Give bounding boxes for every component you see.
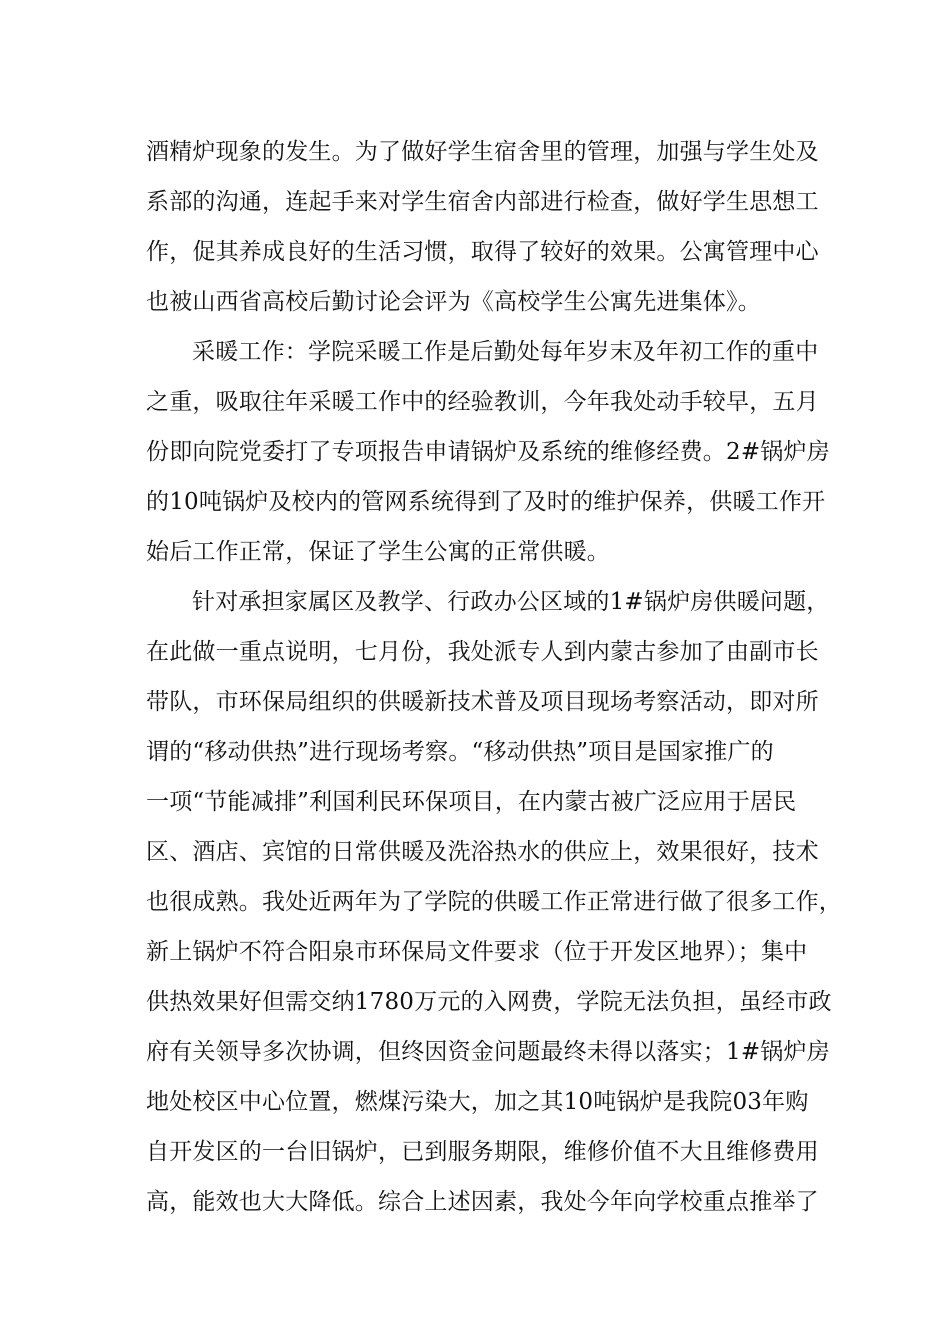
text-line: 带队，市环保局组织的供暖新技术普及项目现场考察活动，即对所	[146, 689, 819, 715]
text-line: 一项“节能减排”利国利民环保项目，在内蒙古被广泛应用于居民	[146, 789, 797, 815]
paragraph-start-line: 针对承担家属区及教学、行政办公区域的1#锅炉房供暖问题，	[192, 589, 830, 615]
text-line: 之重，吸取往年采暖工作中的经验教训，今年我处动手较早，五月	[146, 389, 819, 415]
text-line: 谓的“移动供热”进行现场考察。“移动供热”项目是国家推广的	[146, 739, 774, 765]
text-line: 系部的沟通，连起手来对学生宿舍内部进行检查，做好学生思想工	[146, 189, 819, 215]
text-line: 也很成熟。我处近两年为了学院的供暖工作正常进行做了很多工作，	[146, 889, 842, 915]
text-line: 在此做一重点说明，七月份，我处派专人到内蒙古参加了由副市长	[146, 639, 819, 665]
text-line: 高，能效也大大降低。综合上述因素，我处今年向学校重点推举了	[146, 1189, 819, 1215]
text-line: 份即向院党委打了专项报告申请锅炉及系统的维修经费。2#锅炉房	[146, 439, 830, 465]
text-line: 作，促其养成良好的生活习惯，取得了较好的效果。公寓管理中心	[146, 239, 819, 265]
text-line: 自开发区的一台旧锅炉，已到服务期限，维修价值不大且维修费用	[146, 1139, 819, 1165]
text-line: 区、酒店、宾馆的日常供暖及洗浴热水的供应上，效果很好，技术	[146, 839, 819, 865]
text-line: 供热效果好但需交纳1780万元的入网费，学院无法负担，虽经市政	[146, 989, 832, 1015]
text-line: 也被山西省高校后勤讨论会评为《高校学生公寓先进集体》。	[146, 289, 761, 315]
text-line: 酒精炉现象的发生。为了做好学生宿舍里的管理，加强与学生处及	[146, 139, 819, 165]
text-line: 府有关领导多次协调，但终因资金问题最终未得以落实；1#锅炉房	[146, 1039, 830, 1065]
text-line: 始后工作正常，保证了学生公寓的正常供暖。	[146, 539, 610, 565]
text-line: 新上锅炉不符合阳泉市环保局文件要求（位于开发区地界）；集中	[146, 939, 808, 965]
text-line: 地处校区中心位置，燃煤污染大，加之其10吨锅炉是我院03年购	[146, 1089, 809, 1115]
paragraph-start-line: 采暖工作：学院采暖工作是后勤处每年岁末及年初工作的重中	[192, 339, 819, 365]
text-line: 的10吨锅炉及校内的管网系统得到了及时的维护保养，供暖工作开	[146, 489, 826, 515]
